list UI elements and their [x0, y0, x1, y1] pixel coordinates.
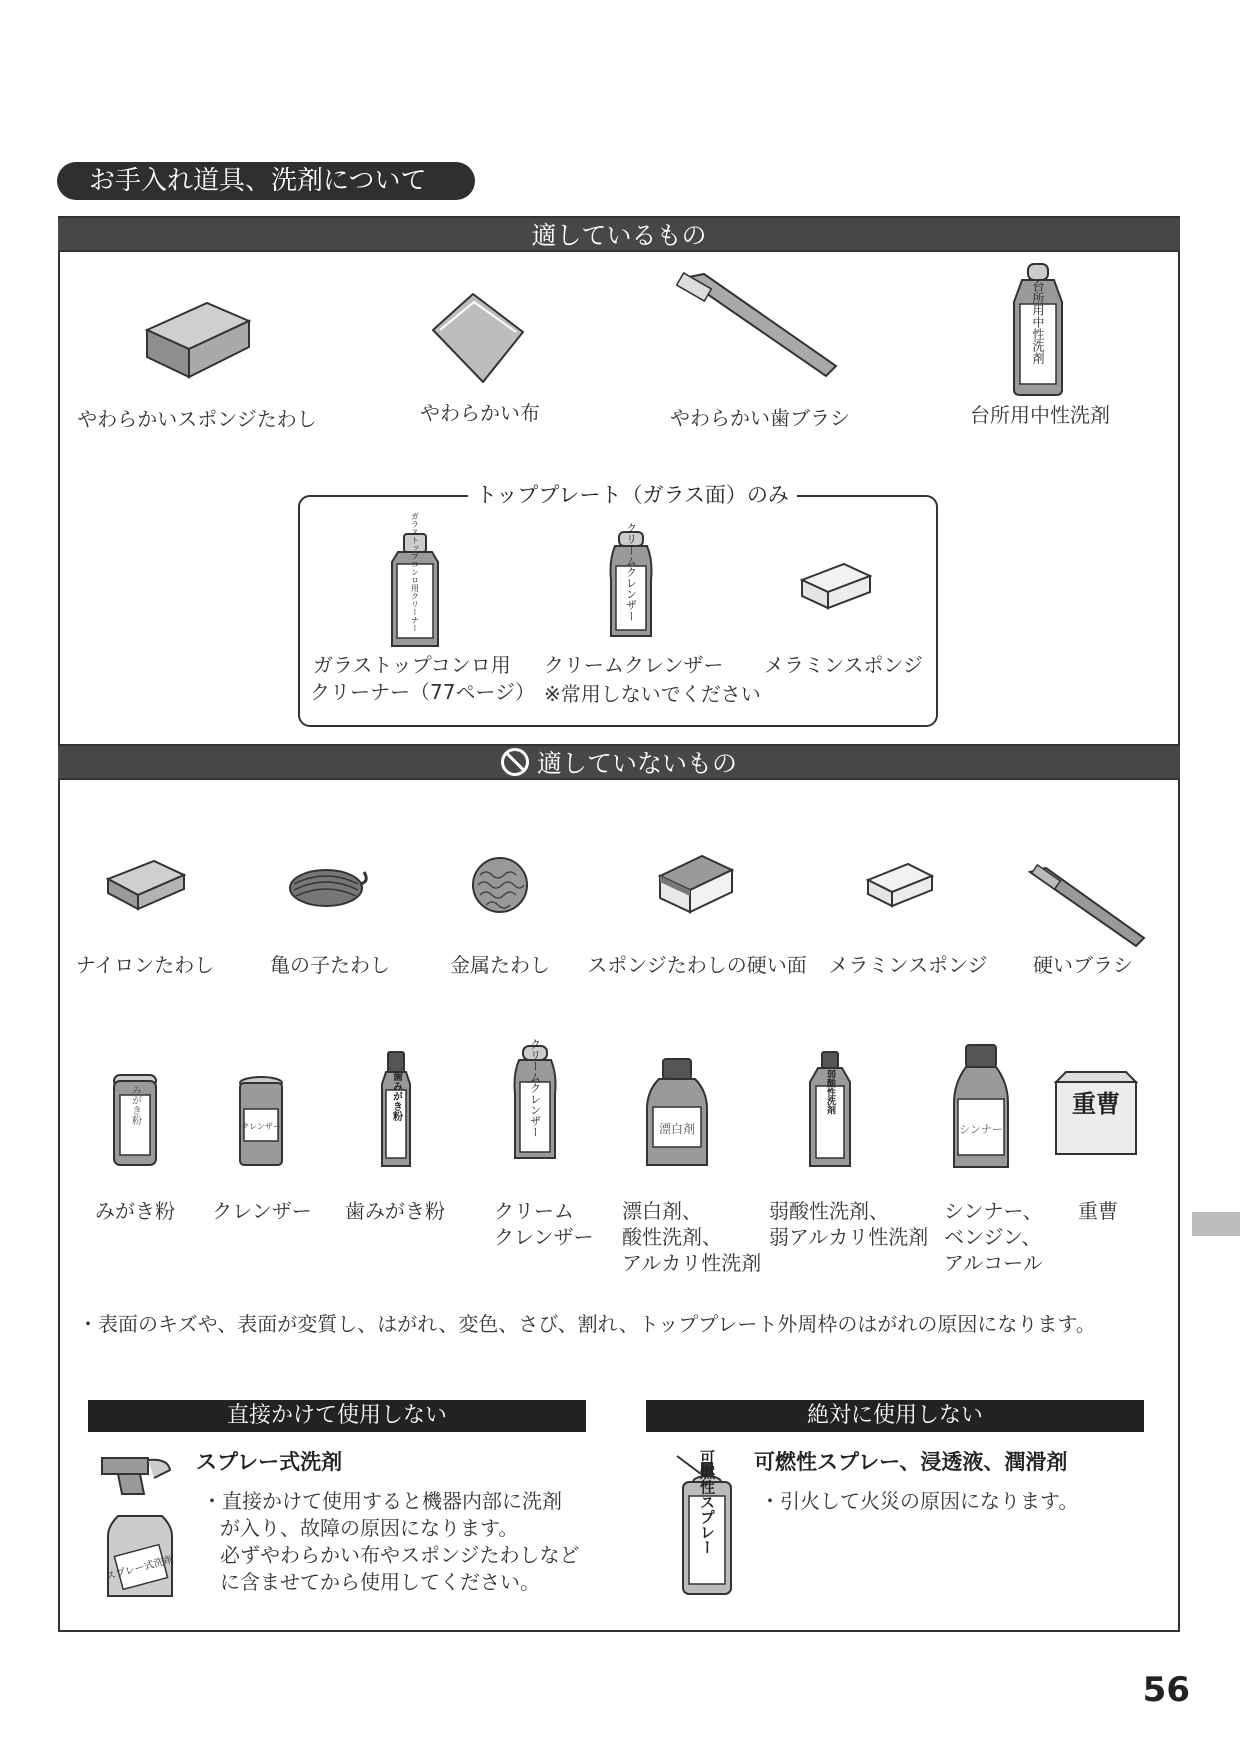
baking-soda-box-icon [1054, 1070, 1138, 1158]
damage-note: ・表面のキズや、表面が変質し、はがれ、変色、さび、割れ、トッププレート外周枠のはがれの原因になります。 [78, 1312, 1096, 1336]
cream-cleanser-bad-bottle-icon [511, 1038, 559, 1162]
suitable-header [58, 216, 1180, 252]
warning-direct-body-line4: に含ませてから使用してください。 [220, 1570, 540, 1594]
warning-direct-body-line3: 必ずやわらかい布やスポンジたわしなど [220, 1543, 580, 1567]
label-cleanser: クレンザー [212, 1199, 312, 1223]
label-polishing-powder: みがき粉 [95, 1199, 175, 1223]
cream-cleanser-bottle-label: クリームクレンザー [624, 522, 638, 622]
polishing-powder-icon [112, 1073, 158, 1169]
warning-direct-title: スプレー式洗剤 [196, 1450, 343, 1474]
glass-cleaner-bottle-label: ガラストップコンロ用クリーナー [410, 512, 420, 632]
label-weak-acid-2: 弱アルカリ性洗剤 [769, 1225, 929, 1249]
label-glass-cleaner-1: ガラストップコンロ用 [313, 653, 511, 677]
label-soft-sponge: やわらかいスポンジたわし [77, 407, 317, 431]
glass-cleaner-bottle-icon [388, 512, 442, 650]
label-metal-scrubber: 金属たわし [450, 953, 550, 977]
unsuitable-header-text: 適していないもの [536, 749, 737, 778]
warning-never-body-line1: ・引火して火災の原因になります。 [760, 1489, 1079, 1513]
label-toothpaste-powder: 歯みがき粉 [345, 1199, 445, 1223]
cream-cleanser-bottle-icon [607, 522, 655, 640]
section-title: お手入れ道具、洗剤について [57, 162, 475, 200]
soft-cloth-icon [428, 290, 528, 390]
warning-never-title: 可燃性スプレー、浸透液、潤滑剤 [754, 1450, 1068, 1474]
cream-cleanser-bad-label: クリームクレンザー [528, 1038, 542, 1138]
label-bleach-3: アルカリ性洗剤 [622, 1251, 762, 1275]
warning-never-header: 絶対に使用しない [646, 1400, 1144, 1432]
label-thinner-3: アルコール [944, 1251, 1043, 1275]
label-melamine-sponge: メラミンスポンジ [764, 653, 923, 677]
weak-acid-detergent-label: 弱酸性洗剤 [825, 1069, 835, 1115]
label-cream-cleanser-bad-1: クリーム [494, 1199, 574, 1223]
label-cream-cleanser-bad-2: クレンザー [494, 1225, 594, 1249]
neutral-detergent-bottle-label: 台所用中性洗剤 [1031, 280, 1045, 364]
unsuitable-header [58, 744, 1180, 780]
label-glass-cleaner-2: クリーナー（77ページ） [310, 680, 536, 704]
cleanser-can-label: クレンザー [241, 1122, 281, 1131]
thinner-bottle-label: シンナー [959, 1123, 1003, 1136]
label-thinner-2: ベンジン、 [944, 1225, 1042, 1249]
label-thinner-1: シンナー、 [944, 1199, 1043, 1223]
label-baking-soda: 重曹 [1078, 1199, 1118, 1223]
spray-bottle-icon [98, 1454, 188, 1602]
page-number: 56 [1142, 1670, 1190, 1710]
label-melamine-sponge-bad: メラミンスポンジ [828, 953, 988, 977]
label-weak-acid-1: 弱酸性洗剤、 [769, 1199, 889, 1223]
bleach-bottle-icon [645, 1057, 709, 1169]
warning-never-body [760, 1488, 1078, 1515]
baking-soda-box-label: 重曹 [1072, 1090, 1120, 1118]
soft-toothbrush-icon [676, 270, 836, 380]
sponge-hard-side-icon [658, 852, 734, 916]
label-cream-cleanser-1: クリームクレンザー [544, 653, 724, 677]
label-palm-scrubber: 亀の子たわし [270, 953, 390, 977]
topplate-title: トッププレート（ガラス面）のみ [468, 481, 797, 509]
warning-direct-body-line2: が入り、故障の原因になります。 [220, 1516, 519, 1540]
label-nylon-scrubber: ナイロンたわし [75, 953, 215, 977]
label-neutral-detergent: 台所用中性洗剤 [970, 403, 1110, 427]
label-soft-cloth: やわらかい布 [420, 401, 540, 425]
warning-direct-header: 直接かけて使用しない [88, 1400, 586, 1432]
bleach-bottle-label: 漂白剤 [658, 1122, 696, 1136]
warning-direct-body [202, 1488, 580, 1596]
suitable-header-text: 適しているもの [531, 221, 707, 250]
prohibited-icon [501, 748, 529, 776]
hard-brush-icon [1028, 868, 1144, 948]
thinner-bottle-icon [952, 1043, 1010, 1171]
toothpaste-powder-bottle-icon [380, 1050, 412, 1170]
warning-direct-body-line1: ・直接かけて使用すると機器内部に洗剤 [202, 1489, 562, 1513]
label-hard-brush: 硬いブラシ [1033, 953, 1133, 977]
chapter-tab [1192, 1212, 1240, 1236]
label-soft-toothbrush: やわらかい歯ブラシ [670, 406, 850, 430]
label-sponge-hard-side: スポンジたわしの硬い面 [587, 953, 807, 977]
polishing-powder-label: みがき粉 [129, 1085, 141, 1125]
palm-scrubber-icon [288, 860, 370, 910]
toothpaste-powder-label: 歯みがき粉 [390, 1071, 402, 1121]
melamine-sponge-icon [800, 560, 872, 612]
flammable-spray-label: 可燃性スプレー [698, 1449, 716, 1555]
metal-scrubber-icon [470, 855, 530, 915]
spray-bottle-label: スプレー式洗剤 [104, 1554, 175, 1583]
melamine-sponge-bad-icon [866, 860, 934, 910]
label-cream-cleanser-2: ※常用しないでください [544, 682, 761, 706]
neutral-detergent-bottle-icon [1008, 262, 1068, 397]
label-bleach-1: 漂白剤、 [622, 1199, 702, 1223]
weak-acid-detergent-bottle-icon [808, 1050, 852, 1170]
cleanser-can-icon [238, 1075, 284, 1169]
flammable-spray-can-icon [673, 1449, 737, 1600]
label-bleach-2: 酸性洗剤、 [622, 1225, 722, 1249]
nylon-scrubber-icon [106, 857, 186, 913]
sponge-icon [145, 295, 255, 385]
